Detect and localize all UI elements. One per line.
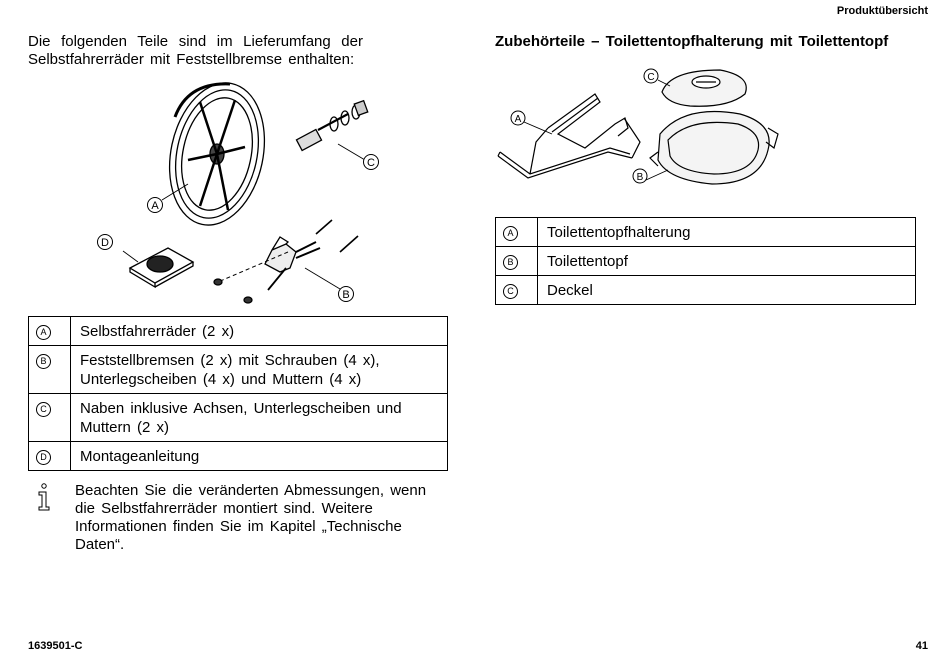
key-badge: D: [36, 450, 51, 465]
commode-illustration: [490, 62, 790, 197]
figure-left-label-d: [98, 235, 113, 250]
table-row: [29, 394, 448, 442]
table-row: [29, 317, 448, 346]
table-row: [496, 247, 916, 276]
figure-right-label-b: [633, 169, 668, 183]
table-cell: Montageanleitung: [71, 442, 448, 471]
info-note-text: Beachten Sie die veränderten Abmessungen, wenn die Selbstfahrerräder montiert sind. Weitere Informationen finden Sie im Kapitel „Technische Daten“.: [75, 482, 427, 553]
table-row: [29, 346, 448, 394]
svg-text:A: A: [514, 114, 522, 125]
accessories-heading: Zubehörteile – Toilettentopfhalterung mit Toilettentopf: [495, 33, 889, 50]
svg-text:A: A: [151, 200, 159, 212]
svg-text:C: C: [367, 157, 375, 169]
table-row: [496, 276, 916, 305]
table-cell: Selbstfahrerräder (2 x): [71, 317, 448, 346]
figure-left-label-c: [364, 155, 379, 170]
document-number: 1639501-C: [28, 640, 83, 652]
table-cell: Feststellbremsen (2 x) mit Schrauben (4 x), Unterlegscheiben (4 x) und Muttern (4 x): [71, 346, 448, 394]
key-badge: A: [36, 325, 51, 340]
figure-left-label-a: [148, 198, 163, 213]
parts-table: [28, 316, 448, 471]
info-icon: [34, 482, 54, 512]
svg-text:C: C: [647, 72, 655, 83]
page-number: 41: [915, 640, 928, 652]
key-badge: C: [503, 284, 518, 299]
key-badge: B: [503, 255, 518, 270]
figure-left-label-b: [339, 287, 354, 302]
table-cell: Deckel: [538, 276, 916, 305]
table-cell: Toilettentopfhalterung: [538, 218, 916, 247]
table-cell: Toilettentopf: [538, 247, 916, 276]
key-badge: C: [36, 402, 51, 417]
table-row: [29, 442, 448, 471]
table-cell: Naben inklusive Achsen, Unterlegscheiben und Muttern (2 x): [71, 394, 448, 442]
intro-paragraph: Die folgenden Teile sind im Lieferumfang der Selbstfahrerräder mit Feststellbremse enthalten:: [28, 33, 363, 68]
table-row: [496, 218, 916, 247]
section-header: Produktübersicht: [836, 5, 928, 17]
svg-text:B: B: [636, 172, 644, 183]
wheel-parts-illustration: [90, 72, 410, 312]
accessories-table: [495, 217, 916, 305]
figure-right-label-c: [644, 69, 670, 86]
svg-text:B: B: [342, 289, 350, 301]
key-badge: A: [503, 226, 518, 241]
key-badge: B: [36, 354, 51, 369]
svg-text:D: D: [101, 237, 109, 249]
